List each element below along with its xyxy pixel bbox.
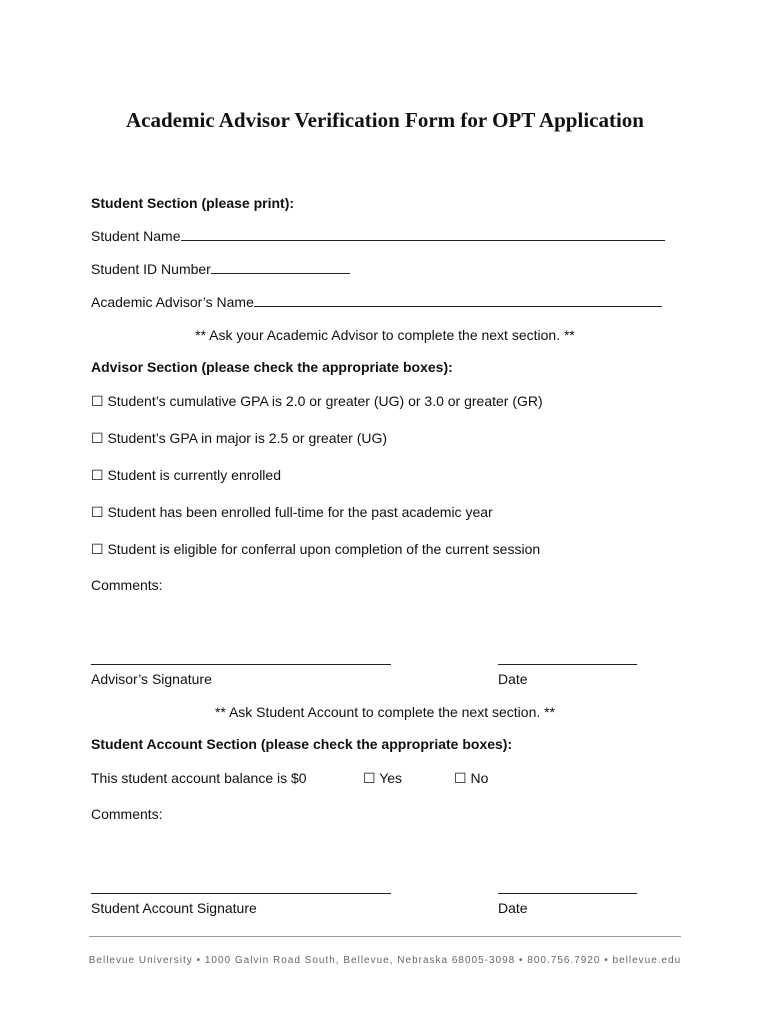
advisor-section-heading: Advisor Section (please check the appropriate boxes): xyxy=(91,359,453,375)
student-name-row xyxy=(91,227,665,245)
footer-divider xyxy=(89,936,681,937)
footer-address: Bellevue University • 1000 Galvin Road South, Bellevue, Nebraska 68005-3098 • 800.756.7920 • bellevue.edu xyxy=(88,955,682,966)
account-date-line[interactable] xyxy=(498,893,637,894)
advisor-check-item xyxy=(91,503,493,522)
no-option xyxy=(454,769,488,788)
student-name-field[interactable] xyxy=(181,228,665,241)
student-name-label: Student Name xyxy=(91,228,181,244)
account-comments-label: Comments: xyxy=(91,806,163,822)
check-label-conferral: Student is eligible for conferral upon completion of the current session xyxy=(107,541,541,557)
student-section-heading: Student Section (please print): xyxy=(91,195,295,211)
account-date-label: Date xyxy=(498,900,528,916)
yes-label: Yes xyxy=(379,770,403,786)
advisor-check-item xyxy=(91,392,543,411)
student-id-row xyxy=(91,260,350,278)
student-id-field[interactable] xyxy=(211,261,350,274)
account-section-heading: Student Account Section (please check the appropriate boxes): xyxy=(91,736,513,752)
checkbox-gpa-major[interactable]: ☐ xyxy=(91,431,104,447)
checkbox-full-time[interactable]: ☐ xyxy=(91,505,104,521)
check-label-full-time: Student has been enrolled full-time for the past academic year xyxy=(107,504,493,520)
advisor-name-label: Academic Advisor’s Name xyxy=(91,294,254,310)
advisor-comments-area[interactable] xyxy=(91,596,681,656)
account-instruction: ** Ask Student Account to complete the next section. ** xyxy=(214,704,556,720)
check-label-currently-enrolled: Student is currently enrolled xyxy=(107,467,281,483)
checkbox-gpa-cumulative[interactable]: ☐ xyxy=(91,394,104,410)
student-id-label: Student ID Number xyxy=(91,261,211,277)
advisor-date-line[interactable] xyxy=(498,664,637,665)
checkbox-no[interactable]: ☐ xyxy=(454,771,467,787)
balance-label: This student account balance is $0 xyxy=(91,770,307,786)
advisor-check-item xyxy=(91,429,387,448)
advisor-name-row xyxy=(91,293,662,311)
checkbox-currently-enrolled[interactable]: ☐ xyxy=(91,468,104,484)
advisor-name-field[interactable] xyxy=(254,294,662,307)
advisor-signature-line[interactable] xyxy=(91,664,391,665)
yes-option xyxy=(363,769,402,788)
advisor-date-label: Date xyxy=(498,671,528,687)
checkbox-yes[interactable]: ☐ xyxy=(363,771,376,787)
check-label-gpa-cumulative: Student’s cumulative GPA is 2.0 or greater (UG) or 3.0 or greater (GR) xyxy=(107,393,543,409)
advisor-signature-label: Advisor’s Signature xyxy=(91,671,212,687)
advisor-check-item xyxy=(91,466,281,485)
advisor-instruction: ** Ask your Academic Advisor to complete the next section. ** xyxy=(195,327,575,343)
checkbox-conferral[interactable]: ☐ xyxy=(91,542,104,558)
account-comments-area[interactable] xyxy=(91,825,681,885)
advisor-check-item xyxy=(91,540,540,559)
account-signature-line[interactable] xyxy=(91,893,391,894)
account-signature-label: Student Account Signature xyxy=(91,900,257,916)
no-label: No xyxy=(470,770,489,786)
check-label-gpa-major: Student’s GPA in major is 2.5 or greater (UG) xyxy=(107,430,388,446)
form-title: Academic Advisor Verification Form for OPT Application xyxy=(126,108,644,132)
advisor-comments-label: Comments: xyxy=(91,577,163,593)
